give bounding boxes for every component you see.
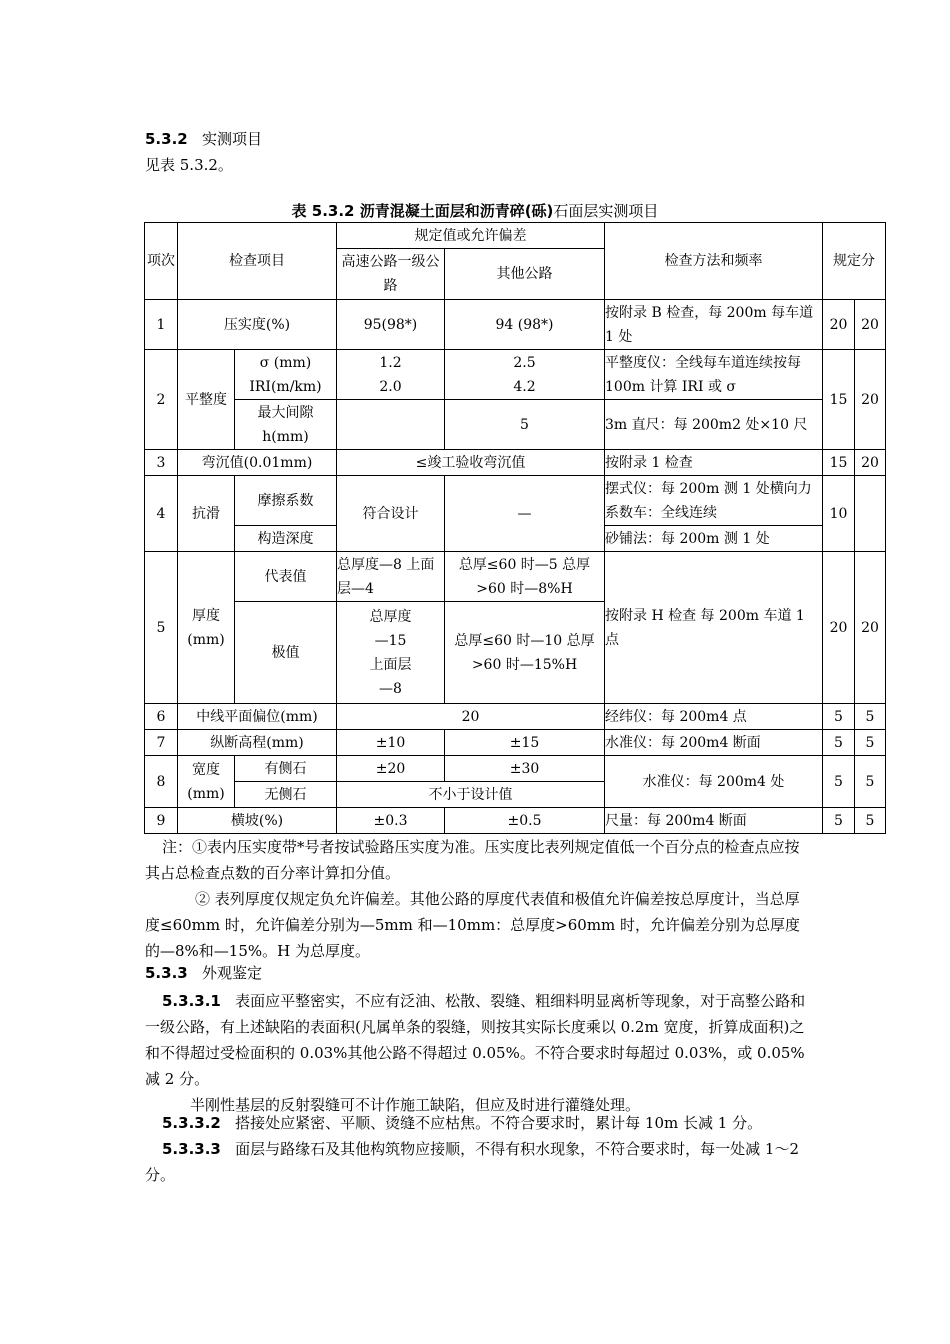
inspection-table xyxy=(144,222,886,834)
row-seq: 2 xyxy=(145,350,178,450)
table-row xyxy=(145,704,886,730)
table-row xyxy=(145,730,886,756)
row-method: 尺量：每 200m4 断面 xyxy=(605,808,823,834)
section-number: 5.3.3 xyxy=(145,964,188,982)
row-sub-item: 最大间隙 h(mm) xyxy=(235,400,337,450)
clause-5-3-3-1-extra: 半刚性基层的反射裂缝可不计作施工缺陷，但应及时进行灌缝处理。 xyxy=(190,1096,641,1114)
row-group: 厚度 (mm) xyxy=(178,552,235,704)
header-score: 规定分 xyxy=(823,223,886,300)
row-method: 水准仪：每 200m4 断面 xyxy=(605,730,823,756)
row-method: 经纬仪：每 200m4 点 xyxy=(605,704,823,730)
row-seq: 1 xyxy=(145,300,178,350)
row-method: 摆式仪：每 200m 测 1 处横向力系数车：全线连续 xyxy=(605,476,823,526)
section-number: 5.3.2 xyxy=(145,130,188,148)
header-method: 检查方法和频率 xyxy=(605,223,823,300)
header-highway: 高速公路一级公路 xyxy=(337,249,445,300)
row-method: 按附录 1 检查 xyxy=(605,450,823,476)
row-other-value: — xyxy=(445,476,605,552)
row-other-value: 4.2 xyxy=(513,378,536,395)
row-group: 宽度 (mm) xyxy=(178,756,235,808)
row-score: 20 xyxy=(855,450,886,476)
row-other-value: 94 (98*) xyxy=(445,300,605,350)
header-other: 其他公路 xyxy=(445,249,605,300)
row-other-value: 总厚≤60 时—5 总厚>60 时—8%H xyxy=(445,552,605,602)
row-method: 水准仪：每 200m4 处 xyxy=(605,756,823,808)
row-method: 按附录 B 检查，每 200m 每车道 1 处 xyxy=(605,300,823,350)
row-score: 5 xyxy=(855,756,886,808)
row-group: 抗滑 xyxy=(178,476,235,552)
row-seq: 5 xyxy=(145,552,178,704)
empty-cell xyxy=(855,476,886,552)
row-item: 纵断高程(mm) xyxy=(178,730,337,756)
table-row xyxy=(145,400,886,450)
row-score: 5 xyxy=(823,730,855,756)
clause-number: 5.3.3.3 xyxy=(162,1140,221,1158)
row-score: 20 xyxy=(823,300,855,350)
row-seq: 3 xyxy=(145,450,178,476)
header-item: 检查项目 xyxy=(178,223,337,300)
row-highway-value: 总厚度—15 上面层—8 xyxy=(337,602,445,704)
clause-5-3-3-1 xyxy=(145,988,810,1092)
header-row xyxy=(145,223,886,249)
row-value: 20 xyxy=(337,704,605,730)
row-score: 15 xyxy=(823,350,855,450)
header-limit: 规定值或允许偏差 xyxy=(337,223,605,249)
table-row xyxy=(145,350,886,400)
row-other-value: ±30 xyxy=(445,756,605,782)
row-score: 20 xyxy=(855,350,886,450)
section-5-3-3-heading xyxy=(145,962,262,983)
row-score: 5 xyxy=(855,704,886,730)
clause-text: 面层与路缘石及其他构筑物应接顺，不得有积水现象，不符合要求时，每一处减 1～2 分。 xyxy=(145,1140,800,1184)
row-highway-value: ±0.3 xyxy=(337,808,445,834)
row-other-value: ±15 xyxy=(445,730,605,756)
table-note-1: 注：①表内压实度带*号者按试验路压实度为准。压实度比表列规定值低一个百分点的检查点应按其占总检查点数的百分率计算扣分值。 xyxy=(145,838,800,882)
row-seq: 7 xyxy=(145,730,178,756)
table-caption-bold: 表 5.3.2 沥青混凝土面层和沥青碎(砾) xyxy=(291,202,554,220)
row-method: 平整度仪：全线每车道连续按每 100m 计算 IRI 或 σ xyxy=(605,350,823,400)
row-value: 不小于设计值 xyxy=(337,782,605,808)
table-row xyxy=(145,808,886,834)
row-highway-value: 2.0 xyxy=(379,378,402,395)
row-sub-item: 代表值 xyxy=(235,552,337,602)
row-score: 20 xyxy=(823,552,855,704)
table-caption-rest: 石面层实测项目 xyxy=(553,202,659,220)
row-highway-value: 符合设计 xyxy=(337,476,445,552)
row-seq: 6 xyxy=(145,704,178,730)
row-method: 砂铺法：每 200m 测 1 处 xyxy=(605,526,823,552)
row-score: 5 xyxy=(855,730,886,756)
row-sub-item: 构造深度 xyxy=(235,526,337,552)
row-score: 20 xyxy=(855,300,886,350)
row-score: 10 xyxy=(823,476,855,552)
row-highway-value: ±10 xyxy=(337,730,445,756)
row-highway-value: ±20 xyxy=(337,756,445,782)
row-other-value: ±0.5 xyxy=(445,808,605,834)
row-item: 中线平面偏位(mm) xyxy=(178,704,337,730)
table-caption xyxy=(0,200,950,221)
row-sub-item: IRI(m/km) xyxy=(249,378,322,395)
table-row xyxy=(145,476,886,526)
row-sub-item: 极值 xyxy=(235,602,337,704)
row-score: 15 xyxy=(823,450,855,476)
row-method: 按附录 H 检查 每 200m 车道 1 点 xyxy=(605,552,823,704)
row-score: 5 xyxy=(855,808,886,834)
row-sub-item: 摩擦系数 xyxy=(235,476,337,526)
row-item: 横坡(%) xyxy=(178,808,337,834)
row-sub-item: 无侧石 xyxy=(235,782,337,808)
row-highway-value: 总厚度—8 上面层—4 xyxy=(337,552,445,602)
row-other-value: 2.5 xyxy=(513,354,536,371)
table-row xyxy=(145,552,886,602)
table-row xyxy=(145,756,886,782)
table-row xyxy=(145,300,886,350)
row-score: 5 xyxy=(823,704,855,730)
header-seq: 项次 xyxy=(145,223,178,300)
row-item: 压实度(%) xyxy=(178,300,337,350)
row-score: 20 xyxy=(855,552,886,704)
row-seq: 9 xyxy=(145,808,178,834)
table-row xyxy=(145,450,886,476)
clause-5-3-3-2 xyxy=(145,1110,810,1136)
empty-cell xyxy=(337,400,445,450)
row-value: ≤竣工验收弯沉值 xyxy=(337,450,605,476)
row-score: 5 xyxy=(823,756,855,808)
row-sub-item: σ (mm) xyxy=(259,354,312,371)
row-seq: 8 xyxy=(145,756,178,808)
table-reference: 见表 5.3.2。 xyxy=(145,156,233,174)
clause-text: 搭接处应紧密、平顺、烫缝不应枯焦。不符合要求时，累计每 10m 长减 1 分。 xyxy=(235,1114,763,1132)
clause-text: 表面应平整密实，不应有泛油、松散、裂缝、粗细料明显离析等现象，对于高整公路和一级公路，有上述缺陷的表面积(凡属单条的裂缝，则按其实际长度乘以 0.2m 宽度，折算成面积)之和不得超过受检面积的 0.03%其他公路不得超过 0.05%。不符合要求时每超过 0.03%，或 0.05%减 2 分。 xyxy=(145,992,806,1088)
row-seq: 4 xyxy=(145,476,178,552)
section-title: 实测项目 xyxy=(202,130,263,148)
row-other-value: 总厚≤60 时—10 总厚>60 时—15%H xyxy=(445,602,605,704)
clause-number: 5.3.3.1 xyxy=(162,992,221,1010)
row-score: 5 xyxy=(823,808,855,834)
row-group: 平整度 xyxy=(178,350,235,450)
row-highway-value: 1.2 xyxy=(379,354,402,371)
row-item: 弯沉值(0.01mm) xyxy=(178,450,337,476)
row-highway-value: 95(98*) xyxy=(337,300,445,350)
row-method: 3m 直尺：每 200m2 处×10 尺 xyxy=(605,400,823,450)
clause-5-3-3-3 xyxy=(145,1136,810,1188)
table-note-2: ② 表列厚度仅规定负允许偏差。其他公路的厚度代表值和极值允许偏差按总厚度计，当总厚度≤60mm 时，允许偏差分别为—5mm 和—10mm：总厚度>60mm 时，允许偏差分别为总厚度的—8%和—15%。H 为总厚度。 xyxy=(145,890,801,960)
clause-number: 5.3.3.2 xyxy=(162,1114,221,1132)
row-other-value: 5 xyxy=(445,400,605,450)
row-sub-item: 有侧石 xyxy=(235,756,337,782)
section-title: 外观鉴定 xyxy=(202,964,263,982)
section-5-3-2-heading xyxy=(145,128,262,149)
